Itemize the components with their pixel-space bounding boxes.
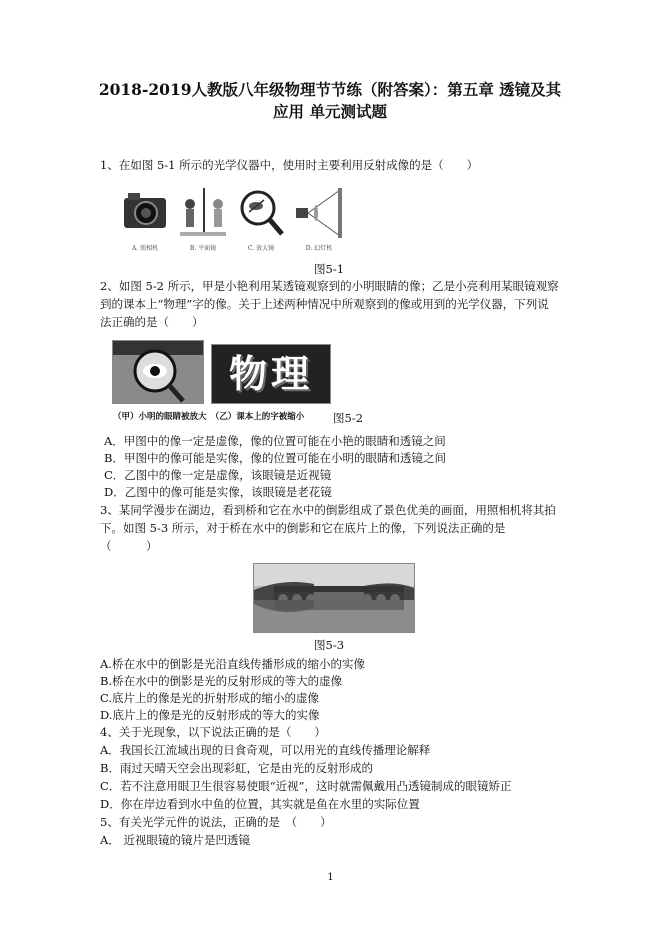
question-1: 1、在如图 5-1 所示的光学仪器中，使用时主要利用反射成像的是（ ） (100, 158, 479, 172)
title-line-2: 应用 单元测试题 (273, 102, 387, 121)
question-2-option-d: D．乙图中的像可能是实像，该眼镜是老花镜 (104, 485, 332, 499)
question-2-line-2: 到的课本上“物理”字的像。关于上述两种情况中所观察到的像或用到的光学仪器，下列说 (100, 297, 549, 311)
question-3-line-3: （ ） (100, 539, 158, 553)
figure-label-d: D. 幻灯机 (305, 245, 333, 252)
figure-5-1-caption: 图5-1 (314, 262, 345, 276)
image-text-wuli: 物理 (228, 351, 313, 396)
question-4: 4、关于光现象，以下说法正确的是（ ） (100, 725, 326, 739)
question-4-option-c: C．若不注意用眼卫生很容易使眼“近视”，这时就需佩戴用凸透镜制成的眼镜矫正 (100, 779, 512, 793)
page-number: 1 (327, 872, 334, 883)
figure-label-c: C. 放大镜 (247, 245, 275, 252)
question-2-option-a: A．甲图中的像一定是虚像，像的位置可能在小艳的眼睛和透镜之间 (104, 434, 446, 448)
question-4-option-d: D．你在岸边看到水中鱼的位置，其实就是鱼在水里的实际位置 (100, 797, 420, 811)
figure-5-2-caption: 图5-2 (333, 411, 364, 425)
figure-label-a: A. 照相机 (131, 245, 159, 252)
projector-image (292, 182, 346, 254)
question-5: 5、有关光学元件的说法，正确的是 （ ） (100, 815, 332, 829)
question-2-line-1: 2、如图 5-2 所示，甲是小艳利用某透镜观察到的小明眼睛的像；乙是小亮利用某眼镜观察 (100, 279, 559, 293)
question-3-option-a: A.桥在水中的倒影是光沿直线传播形成的缩小的实像 (100, 657, 365, 671)
camera-image (118, 182, 172, 254)
figure-5-3-caption: 图5-3 (314, 638, 345, 652)
magnifier-image (234, 182, 288, 254)
question-3-line-2: 下。如图 5-3 所示，对于桥在水中的倒影和它在底片上的像，下列说法正确的是 (100, 521, 506, 535)
figure-5-1 (118, 182, 346, 254)
figure-5-2-image-caption: （甲）小明的眼睛被放大 （乙）课本上的字被缩小 (113, 412, 305, 422)
question-3-option-d: D.底片上的像是光的反射形成的等大的实像 (100, 708, 320, 722)
question-3-option-c: C.底片上的像是光的折射形成的缩小的虚像 (100, 691, 320, 705)
question-2-option-b: B．甲图中的像可能是实像，像的位置可能在小明的眼睛和透镜之间 (104, 451, 446, 465)
figure-5-3-bridge-image (253, 563, 415, 633)
title-line-1: 2018-2019人教版八年级物理节节练（附答案）：第五章 透镜及其 (98, 80, 562, 99)
question-4-option-a: A．我国长江流域出现的日食奇观，可以用光的直线传播理论解释 (100, 743, 431, 757)
mirror-image (176, 182, 230, 254)
question-2-option-c: C．乙图中的像一定是虚像，该眼镜是近视镜 (104, 468, 332, 482)
figure-5-2-eye-image (112, 340, 204, 404)
figure-label-b: B. 平面镜 (189, 245, 217, 252)
question-4-option-b: B．雨过天晴天空会出现彩虹，它是由光的反射形成的 (100, 761, 373, 775)
question-5-option-a: A． 近视眼镜的镜片是凹透镜 (100, 833, 250, 847)
figure-5-2-text-image (211, 344, 331, 404)
question-2-line-3: 法正确的是（ ） (100, 315, 204, 329)
question-3-option-b: B.桥在水中的倒影是光的反射形成的等大的虚像 (100, 674, 343, 688)
question-3-line-1: 3、某同学漫步在湖边，看到桥和它在水中的倒影组成了景色优美的画面，用照相机将其拍 (100, 503, 556, 517)
